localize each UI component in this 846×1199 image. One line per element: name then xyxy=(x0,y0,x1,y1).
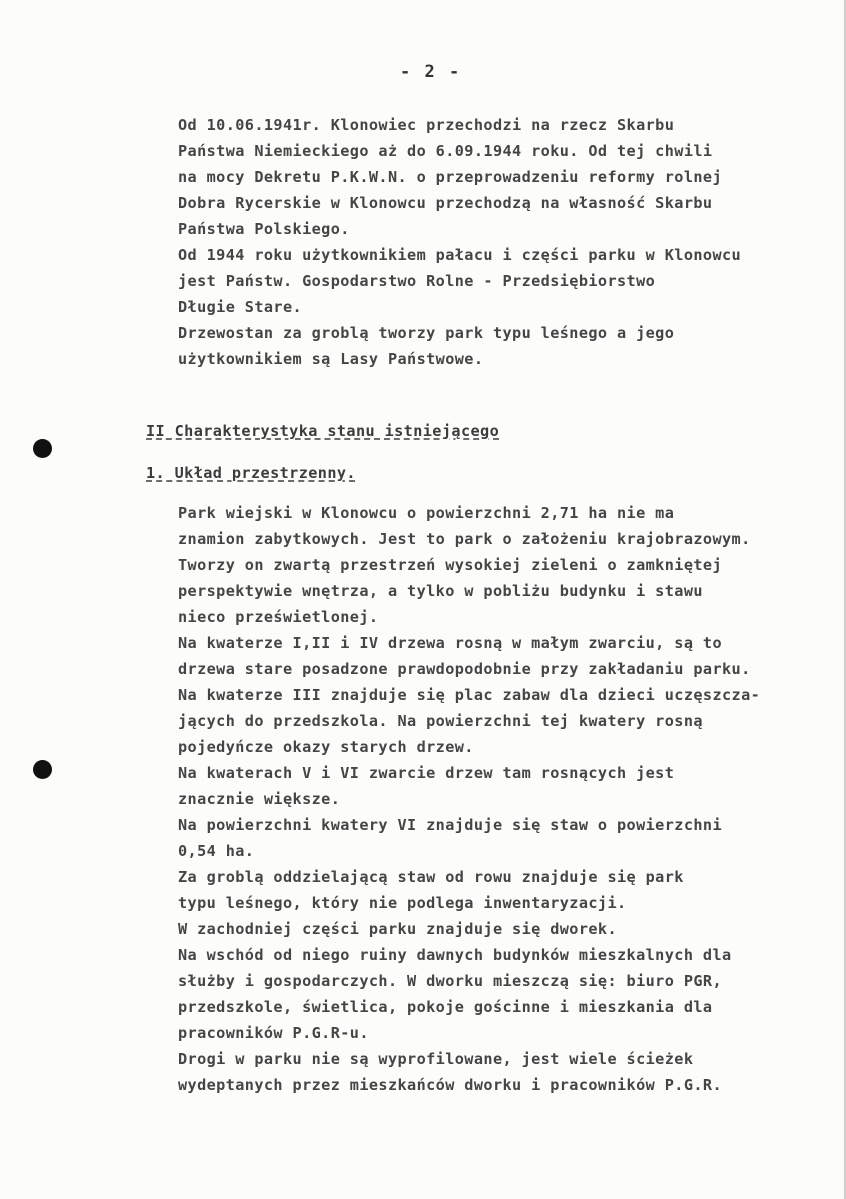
intro-line: Dobra Rycerskie w Klonowcu przechodzą na własność Skarbu xyxy=(178,194,713,212)
body-line: służby i gospodarczych. W dworku mieszczą się: biuro PGR, xyxy=(178,972,722,990)
section-heading: II Charakterystyka stanu istniejącego xyxy=(146,422,500,440)
punch-hole-bottom xyxy=(33,760,52,779)
body-line: typu leśnego, który nie podlega inwentaryzacji. xyxy=(178,894,627,912)
body-line: Na wschód od niego ruiny dawnych budynków mieszkalnych dla xyxy=(178,946,732,964)
intro-line: Drzewostan za groblą tworzy park typu leśnego a jego xyxy=(178,324,675,342)
body-line: Za groblą oddzielającą staw od rowu znajduje się park xyxy=(178,868,684,886)
body-line: Tworzy on zwartą przestrzeń wysokiej zieleni o zamkniętej xyxy=(178,556,722,574)
body-line: Park wiejski w Klonowcu o powierzchni 2,71 ha nie ma xyxy=(178,504,675,522)
intro-line: Od 10.06.1941r. Klonowiec przechodzi na rzecz Skarbu xyxy=(178,116,675,134)
body-line: Na kwaterach V i VI zwarcie drzew tam rosnących jest xyxy=(178,764,675,782)
intro-line: Państwa Niemieckiego aż do 6.09.1944 roku. Od tej chwili xyxy=(178,142,713,160)
punch-hole-top xyxy=(33,439,52,458)
subsection-heading: 1. Układ przestrzenny. xyxy=(146,464,356,482)
intro-line: użytkownikiem są Lasy Państwowe. xyxy=(178,350,484,368)
body-line: Na kwaterze III znajduje się plac zabaw dla dzieci uczęszcza- xyxy=(178,686,761,704)
body-line: jących do przedszkola. Na powierzchni tej kwatery rosną xyxy=(178,712,703,730)
body-line: znamion zabytkowych. Jest to park o założeniu krajobrazowym. xyxy=(178,530,751,548)
body-line: perspektywie wnętrza, a tylko w pobliżu budynku i stawu xyxy=(178,582,703,600)
body-line: W zachodniej części parku znajduje się dworek. xyxy=(178,920,618,938)
body-line: Drogi w parku nie są wyprofilowane, jest wiele ścieżek xyxy=(178,1050,694,1068)
intro-line: na mocy Dekretu P.K.W.N. o przeprowadzeniu reformy rolnej xyxy=(178,168,722,186)
body-line: pracowników P.G.R-u. xyxy=(178,1024,369,1042)
body-line: Na powierzchni kwatery VI znajduje się staw o powierzchni xyxy=(178,816,722,834)
intro-line: Długie Stare. xyxy=(178,298,303,316)
intro-line: Państwa Polskiego. xyxy=(178,220,350,238)
body-line: znacznie większe. xyxy=(178,790,341,808)
body-line: Na kwaterze I,II i IV drzewa rosną w małym zwarciu, są to xyxy=(178,634,722,652)
body-line: drzewa stare posadzone prawdopodobnie przy zakładaniu parku. xyxy=(178,660,751,678)
intro-line: jest Państw. Gospodarstwo Rolne - Przedsiębiorstwo xyxy=(178,272,656,290)
intro-line: Od 1944 roku użytkownikiem pałacu i części parku w Klonowcu xyxy=(178,246,742,264)
body-line: przedszkole, świetlica, pokoje gościnne i mieszkania dla xyxy=(178,998,713,1016)
body-line: pojedyńcze okazy starych drzew. xyxy=(178,738,474,756)
page-number: - 2 - xyxy=(400,62,462,82)
body-line: nieco prześwietlonej. xyxy=(178,608,379,626)
body-line: wydeptanych przez mieszkańców dworku i pracowników P.G.R. xyxy=(178,1076,722,1094)
body-line: 0,54 ha. xyxy=(178,842,255,860)
